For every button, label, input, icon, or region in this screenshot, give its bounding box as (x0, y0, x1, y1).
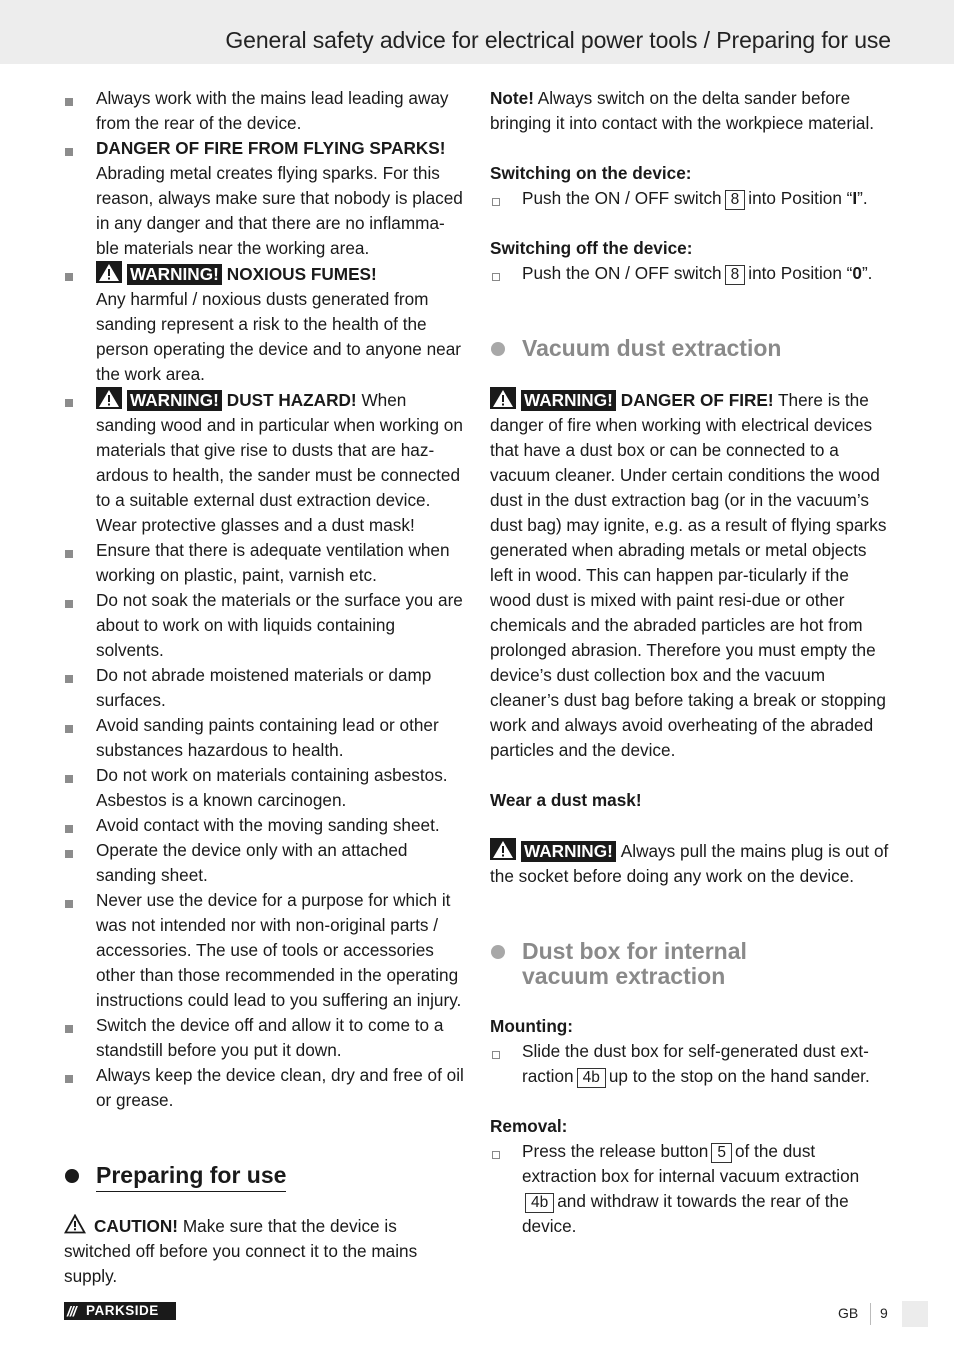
bullet-text: Do not soak the materials or the surface you are about to work on with liquids containing solvents. (96, 590, 463, 660)
bullet-heading: DANGER OF FIRE FROM FLYING SPARKS! (96, 138, 446, 158)
bullet-text: Do not work on materials containing asbestos. Asbestos is a known carcinogen. (96, 765, 448, 810)
logo-stripes-icon: /// (67, 1303, 76, 1319)
ref-number: 4b (525, 1193, 554, 1213)
warning-text: There is the danger of fire when working with electrical devices that have a dust box or can be connected to a vacuum cleaner. Under certain conditions the wood dust in the dust extraction bag (or in the vacuum’s dust bag) may ignite, e.g. as a result of flying sparks generated when abrading metals or metal objects left in wood. This can happen par-ticularly if the wood dust is mixed with paint resi-due or other chemicals and the abraded particles are hot from prolonged abrasion. Therefore you must empty the device’s dust collection box and the vacuum cleaner’s dust bag before taking a break or stopping work and always avoid overheating of the abraded particles and the device. (490, 390, 887, 760)
warning-label: WARNING! (127, 390, 222, 411)
step-text: Push the ON / OFF switch (522, 263, 722, 283)
caution-text: Make sure that the device is switched off before you connect it to the mains supply. (64, 1216, 418, 1286)
ref-number: 8 (725, 265, 746, 285)
bullet-mains-lead (64, 86, 464, 136)
mounting-step (490, 1039, 892, 1089)
warning-label: WARNING! (127, 264, 222, 285)
left-column (64, 86, 464, 1289)
caution-triangle-icon (64, 1214, 86, 1234)
spacer (490, 889, 892, 939)
bullet-heading: DUST HAZARD! (226, 390, 357, 410)
step-text: Slide the dust box for self-generated dust ext-raction (522, 1041, 869, 1086)
bullet-text: Avoid sanding paints containing lead or other substances hazardous to health. (96, 715, 439, 760)
logo-text: PARKSIDE (86, 1303, 159, 1318)
spacer (490, 813, 892, 838)
step-text: into Position “ (748, 263, 853, 283)
switch-on-heading: Switching on the device: (490, 163, 692, 183)
mounting-heading: Mounting: (490, 1016, 574, 1036)
position-value: I (852, 188, 858, 208)
bullet-text: Never use the device for a purpose for which it was not intended nor with non-original parts / accessories. The use of tools or accessories other than those recommended in the operating instructions could lead to you suffering an injury. (96, 890, 462, 1010)
bullet-keep-clean (64, 1063, 464, 1113)
step-text: Press the release button (522, 1141, 709, 1161)
spacer (490, 286, 892, 336)
bullet-text: Any harmful / noxious dusts generated from sanding represent a risk to the health of the person operating the device and to anyone near the work area. (96, 289, 462, 384)
switch-off-heading: Switching off the device: (490, 238, 693, 258)
step-text: and withdraw it towards the rear of the device. (522, 1191, 849, 1236)
bullet-text: Always work with the mains lead leading away from the rear of the device. (96, 88, 449, 133)
warning-triangle-icon (490, 387, 516, 409)
page-number: 9 (880, 1305, 888, 1321)
bullet-text: Do not abrade moistened materials or damp surfaces. (96, 665, 432, 710)
step-text: of the dust extraction box for internal vacuum extraction (522, 1141, 860, 1186)
spacer (490, 136, 892, 161)
section-title-text: Preparing for use (96, 1162, 286, 1192)
page-title: General safety advice for electrical power tools / Preparing for use (225, 27, 891, 53)
plug-warning-paragraph (490, 838, 892, 889)
bullet-switch-off (64, 1013, 464, 1063)
warning-label: WARNING! (521, 390, 616, 411)
bullet-asbestos (64, 763, 464, 813)
bullet-text: Abrading metal creates flying sparks. For this reason, always make sure that nobody is placed in any danger and that there are no inflamma-ble materials near the working area. (96, 163, 463, 258)
bullet-text: Ensure that there is adequate ventilation when working on plastic, paint, varnish etc. (96, 540, 450, 585)
bullet-lead-paint (64, 713, 464, 763)
warning-heading: DANGER OF FIRE! (620, 390, 774, 410)
warning-triangle-icon (96, 261, 122, 283)
position-value: 0 (852, 263, 862, 283)
section-title-dust-box (490, 939, 892, 989)
warning-text: Always pull the mains plug is out of the socket before doing any work on the device. (490, 841, 889, 886)
ref-number: 5 (711, 1143, 732, 1163)
page-corner-tab (902, 1301, 928, 1327)
spacer (490, 1089, 892, 1114)
bullet-ventilation (64, 538, 464, 588)
ref-number: 8 (725, 190, 746, 210)
step-text: Push the ON / OFF switch (522, 188, 722, 208)
section-title-line: Dust box for internal (522, 938, 747, 964)
step-text: up to the stop on the hand sander. (608, 1066, 870, 1086)
spacer (490, 211, 892, 236)
note-text: Always switch on the delta sander before bringing it into contact with the workpiece material. (490, 88, 875, 133)
section-title-preparing (64, 1163, 464, 1188)
footer-divider (870, 1303, 871, 1325)
removal-step (490, 1139, 892, 1239)
bullet-sanding-sheet (64, 813, 464, 838)
bullet-moistened (64, 663, 464, 713)
bullet-text: Avoid contact with the moving sanding sheet. (96, 815, 440, 835)
warning-triangle-icon (96, 387, 122, 409)
spacer (490, 989, 892, 1014)
bullet-heading: NOXIOUS FUMES! (226, 264, 377, 284)
note-paragraph (490, 86, 892, 136)
brand-logo (64, 1302, 176, 1320)
vacuum-warning-paragraph (490, 387, 892, 763)
caution-heading: CAUTION! (94, 1216, 179, 1236)
switch-on-step (490, 186, 892, 211)
step-text: ”. (857, 188, 868, 208)
caution-paragraph (64, 1214, 464, 1289)
bullet-dust-hazard (64, 387, 464, 538)
bullet-solvents (64, 588, 464, 663)
section-title-line: vacuum extraction (522, 963, 726, 989)
bullet-text: Switch the device off and allow it to come to a standstill before you put it down. (96, 1015, 444, 1060)
step-text: ”. (861, 263, 873, 283)
spacer (490, 361, 892, 386)
warning-label: WARNING! (521, 841, 616, 862)
bullet-noxious-fumes (64, 261, 464, 387)
spacer (490, 763, 892, 788)
note-heading: Note! (490, 88, 534, 108)
bullet-intended-use (64, 888, 464, 1013)
switch-off-step (490, 261, 892, 286)
bullet-attached-sheet (64, 838, 464, 888)
page-header (0, 0, 954, 64)
dust-mask-heading: Wear a dust mask! (490, 790, 642, 810)
language-code: GB (838, 1305, 859, 1321)
bullet-text: Operate the device only with an attached sanding sheet. (96, 840, 408, 885)
section-title-vacuum: Vacuum dust extraction (490, 336, 892, 361)
ref-number: 4b (577, 1068, 606, 1088)
right-column (490, 86, 892, 1239)
warning-triangle-icon (490, 838, 516, 860)
bullet-text: When sanding wood and in particular when working on materials that give rise to dusts that are haz-ardous to health, the sander must be connected to a suitable external dust extraction device. Wear protective glasses and a dust mask! (96, 390, 463, 535)
bullet-text: Always keep the device clean, dry and free of oil or grease. (96, 1065, 464, 1110)
spacer (64, 1113, 464, 1163)
step-text: into Position “ (748, 188, 853, 208)
bullet-flying-sparks (64, 136, 464, 261)
removal-heading: Removal: (490, 1116, 568, 1136)
